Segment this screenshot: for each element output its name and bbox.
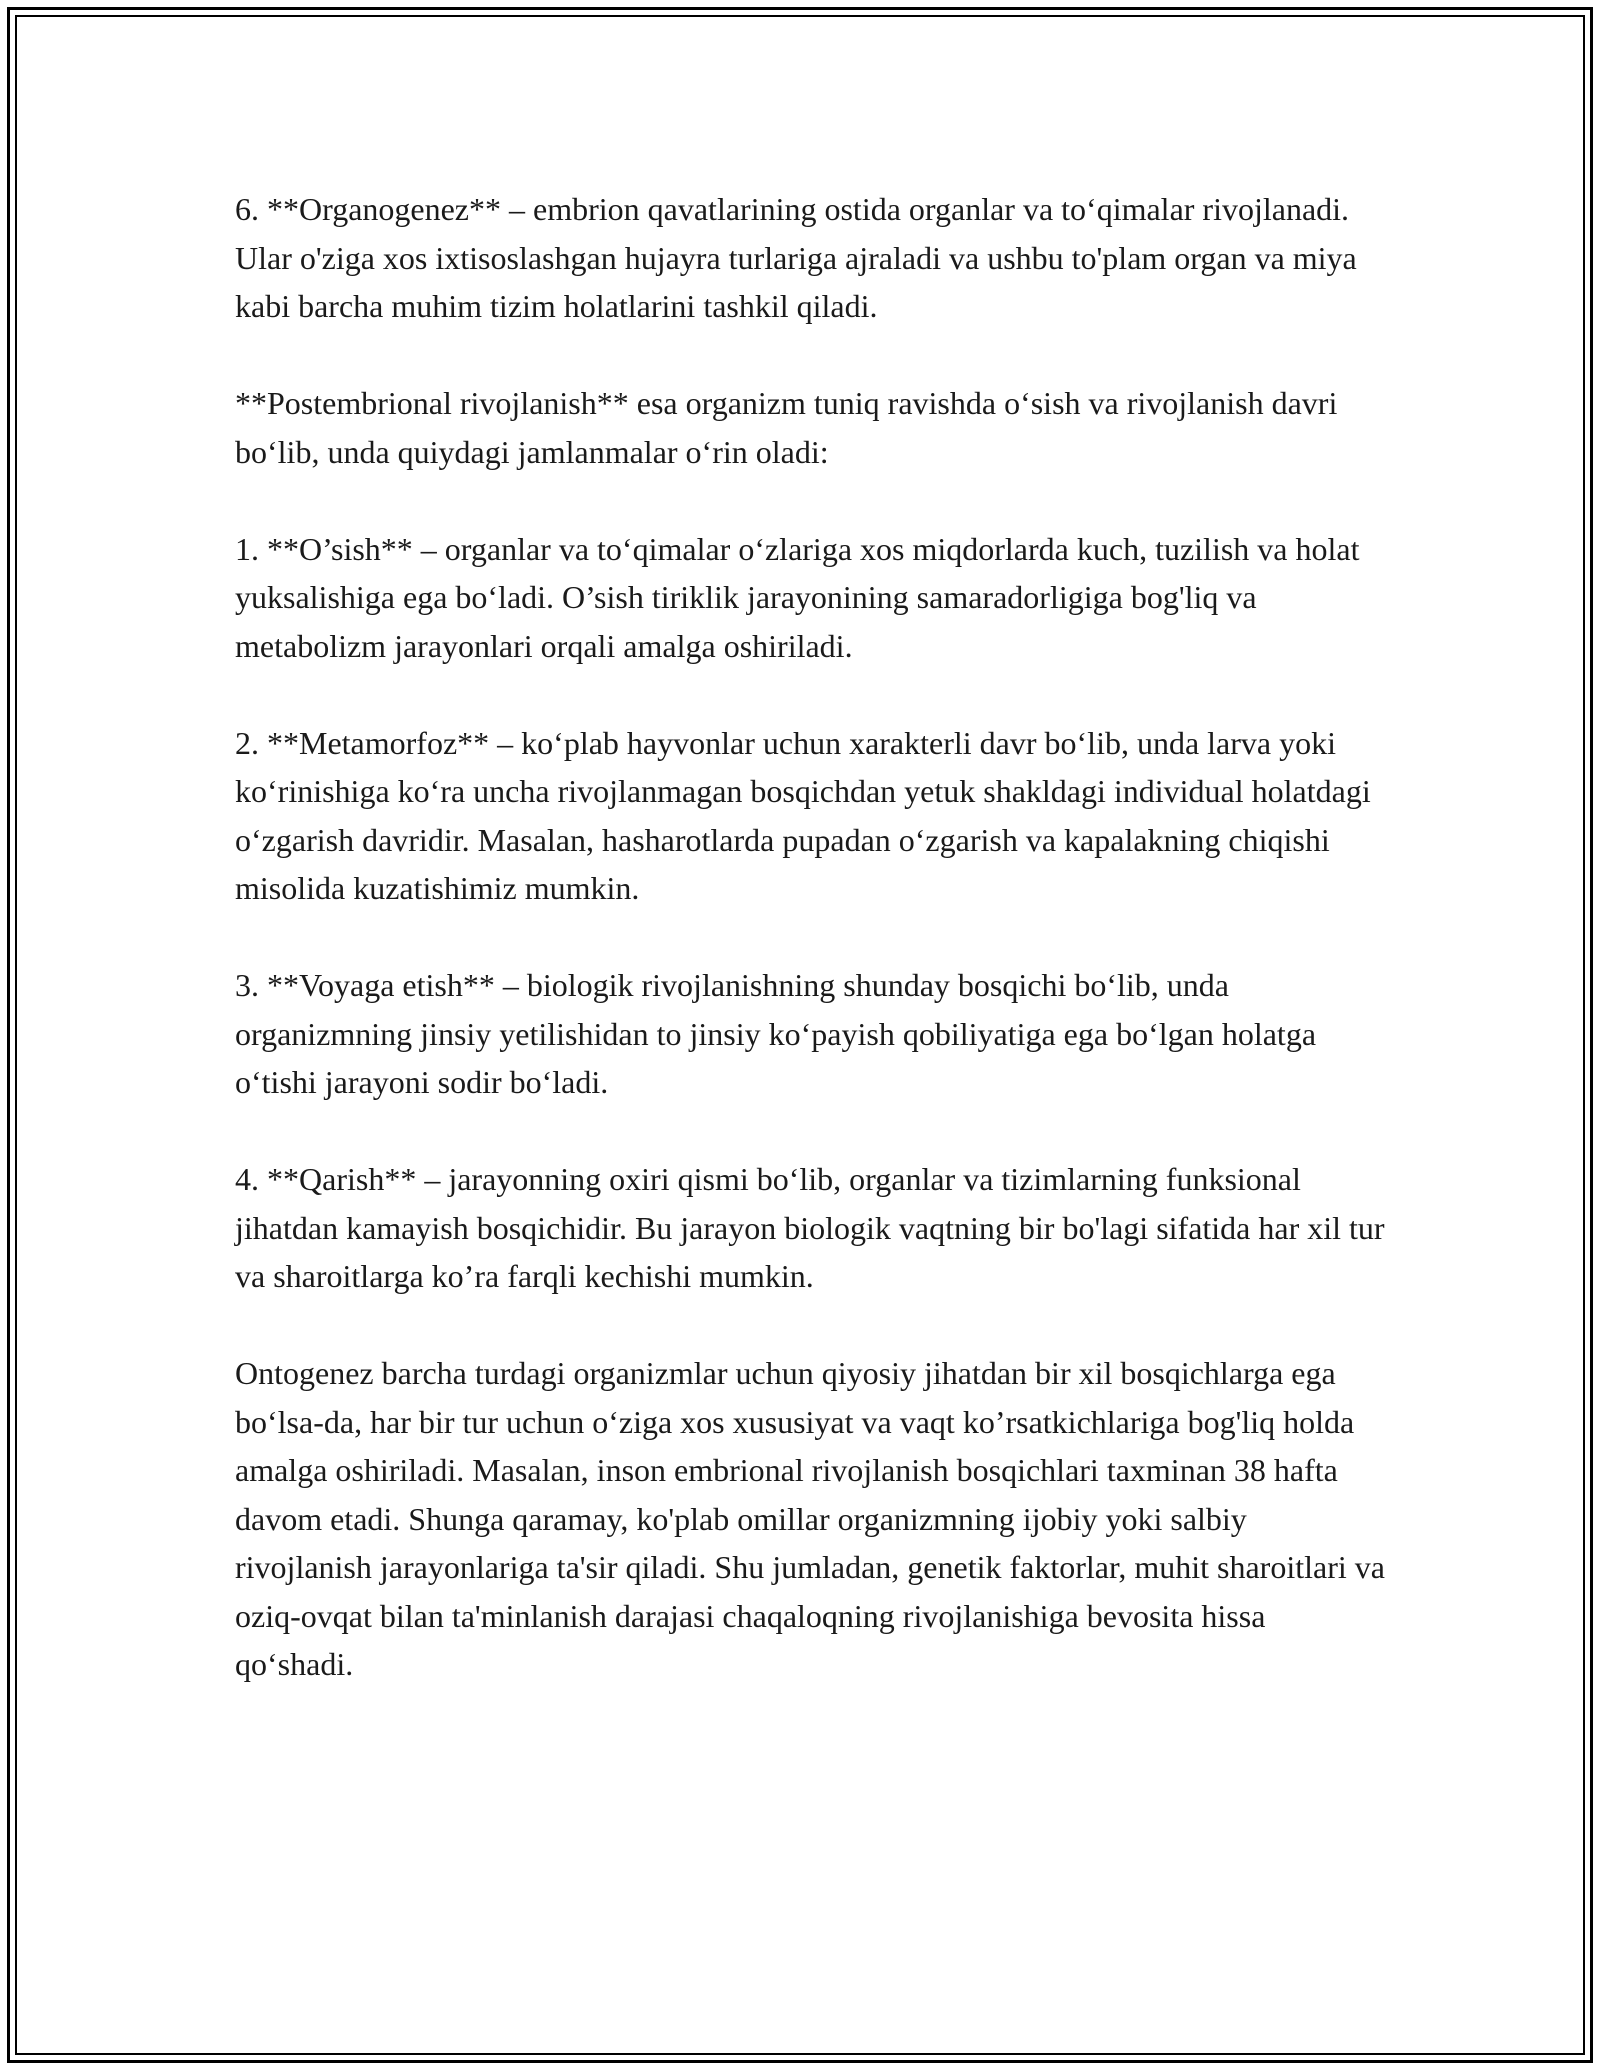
paragraph-organogenez: 6. **Organogenez** – embrion qavatlarining ostida organlar va to‘qimalar rivojlanadi. Ular o'ziga xos ixtisoslashgan hujayra turlariga ajraladi va ushbu to'plam organ va miya kabi barcha muhim tizim holatlarini tashkil qiladi. xyxy=(235,191,1357,324)
paragraph-ontogenez-summary: Ontogenez barcha turdagi organizmlar uchun qiyosiy jihatdan bir xil bosqichlarga ega bo‘lsa-da, har bir tur uchun o‘ziga xos xususiyat va vaqt ko’rsatkichlariga bog'liq holda amalga oshiriladi. Masalan, inson embrional rivojlanish bosqichlari taxminan 38 hafta davom etadi. Shunga qaramay, ko'plab omillar organizmning ijobiy yoki salbiy rivojlanish jarayonlariga ta'sir qiladi. Shu jumladan, genetik faktorlar, muhit sharoitlari va oziq-ovqat bilan ta'minlanish darajasi chaqaloqning rivojlanishiga bevosita hissa qo‘shadi. xyxy=(235,1355,1385,1682)
paragraph-osish: 1. **O’sish** – organlar va to‘qimalar o‘zlariga xos miqdorlarda kuch, tuzilish va holat yuksalishiga ega bo‘ladi. O’sish tiriklik jarayonining samaradorligiga bog'liq va metabolizm jarayonlari orqali amalga oshiriladi. xyxy=(235,530,1360,664)
paragraph-voyaga-etish: 3. **Voyaga etish** – biologik rivojlanishning shunday bosqichi bo‘lib, unda organizmning jinsiy yetilishidan to jinsiy ko‘payish qobiliyatiga ega bo‘lgan holatga o‘tishi jarayoni sodir bo‘ladi. xyxy=(235,967,1317,1100)
paragraph-metamorfoz: 2. **Metamorfoz** – ko‘plab hayvonlar uchun xarakterli davr bo‘lib, unda larva yoki ko‘rinishiga ko‘ra uncha rivojlanmagan bosqichdan yetuk shakldagi individual holatdagi o‘zgarish davridir. Masalan, hasharotlarda pupadan o‘zgarish va kapalakning chiqishi misolida kuzatishimiz mumkin. xyxy=(235,724,1371,906)
paragraph-postembrional-intro: **Postembrional rivojlanish** esa organizm tuniq ravishda o‘sish va rivojlanish davri bo‘lib, unda quiydagi jamlanmalar o‘rin oladi: xyxy=(235,385,1338,470)
paragraph-qarish: 4. **Qarish** – jarayonning oxiri qismi bo‘lib, organlar va tizimlarning funksional jihatdan kamayish bosqichidir. Bu jarayon biologik vaqtning bir bo'lagi sifatida har xil tur va sharoitlarga ko’ra farqli kechishi mumkin. xyxy=(235,1161,1385,1294)
document-body xyxy=(235,185,1385,1689)
